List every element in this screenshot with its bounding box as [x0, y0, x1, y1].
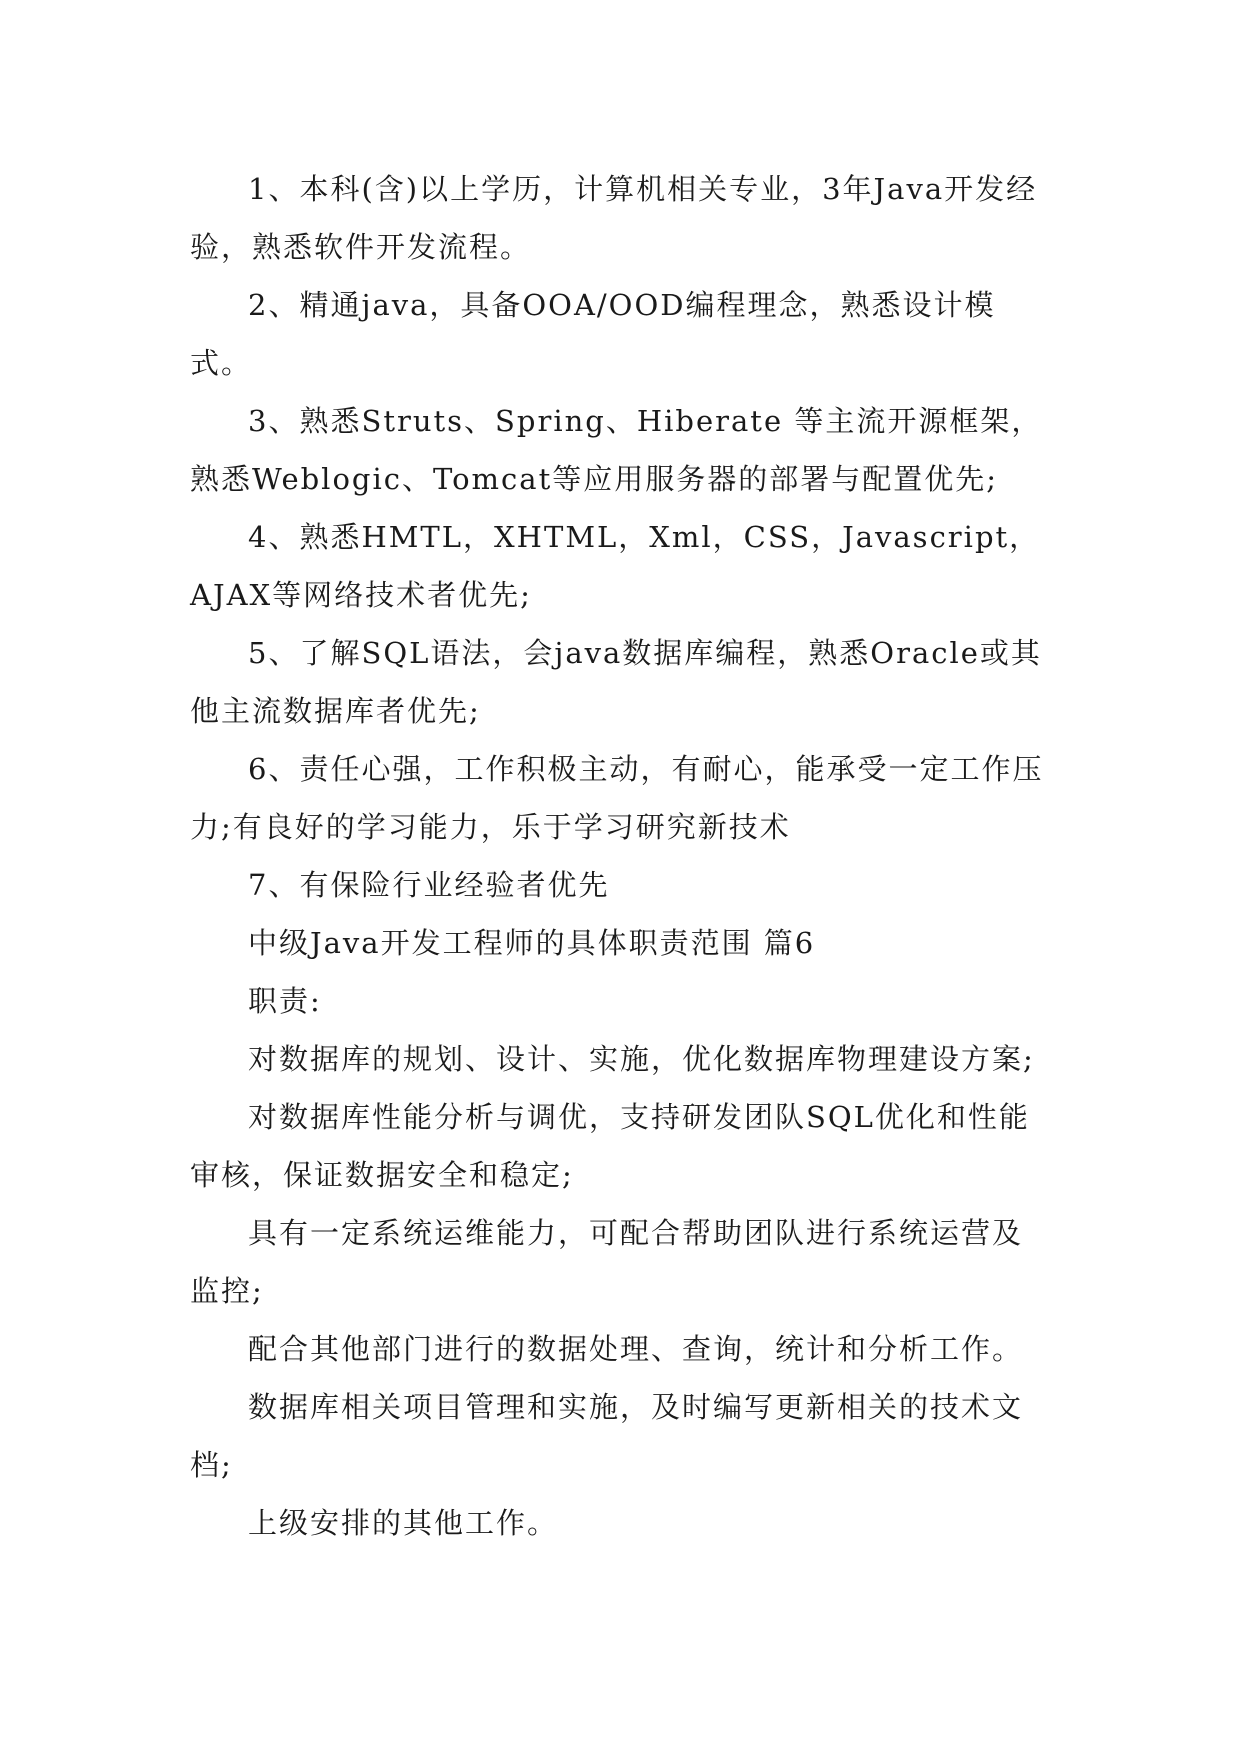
- requirement-2: 2、精通java，具备OOA/OOD编程理念，熟悉设计模式。: [190, 288, 996, 380]
- section-heading: 中级Java开发工程师的具体职责范围 篇6: [248, 926, 816, 960]
- requirement-7: 7、有保险行业经验者优先: [248, 868, 610, 902]
- requirement-6: 6、责任心强，工作积极主动，有耐心，能承受一定工作压力;有良好的学习能力，乐于学习研究新技术: [190, 752, 1044, 844]
- duty-item: 对数据库性能分析与调优，支持研发团队SQL优化和性能审核，保证数据安全和稳定;: [190, 1100, 1030, 1192]
- duty-item: 对数据库的规划、设计、实施，优化数据库物理建设方案;: [248, 1042, 1035, 1076]
- duty-item: 上级安排的其他工作。: [248, 1506, 559, 1540]
- requirement-3: 3、熟悉Struts、Spring、Hiberate 等主流开源框架，熟悉Weblogic、Tomcat等应用服务器的部署与配置优先;: [190, 404, 1043, 496]
- duty-item: 数据库相关项目管理和实施，及时编写更新相关的技术文档;: [190, 1390, 1024, 1482]
- duties-label: 职责:: [248, 984, 322, 1018]
- duty-item: 具有一定系统运维能力，可配合帮助团队进行系统运营及监控;: [190, 1216, 1024, 1308]
- requirement-1: 1、本科(含)以上学历，计算机相关专业，3年Java开发经验，熟悉软件开发流程。: [190, 172, 1038, 264]
- document-body: [190, 160, 1050, 1552]
- requirement-5: 5、了解SQL语法，会java数据库编程，熟悉Oracle或其他主流数据库者优先;: [190, 636, 1042, 728]
- requirement-4: 4、熟悉HMTL，XHTML，Xml，CSS，Javascript，AJAX等网络技术者优先;: [190, 520, 1041, 612]
- duty-item: 配合其他部门进行的数据处理、查询，统计和分析工作。: [248, 1332, 1024, 1366]
